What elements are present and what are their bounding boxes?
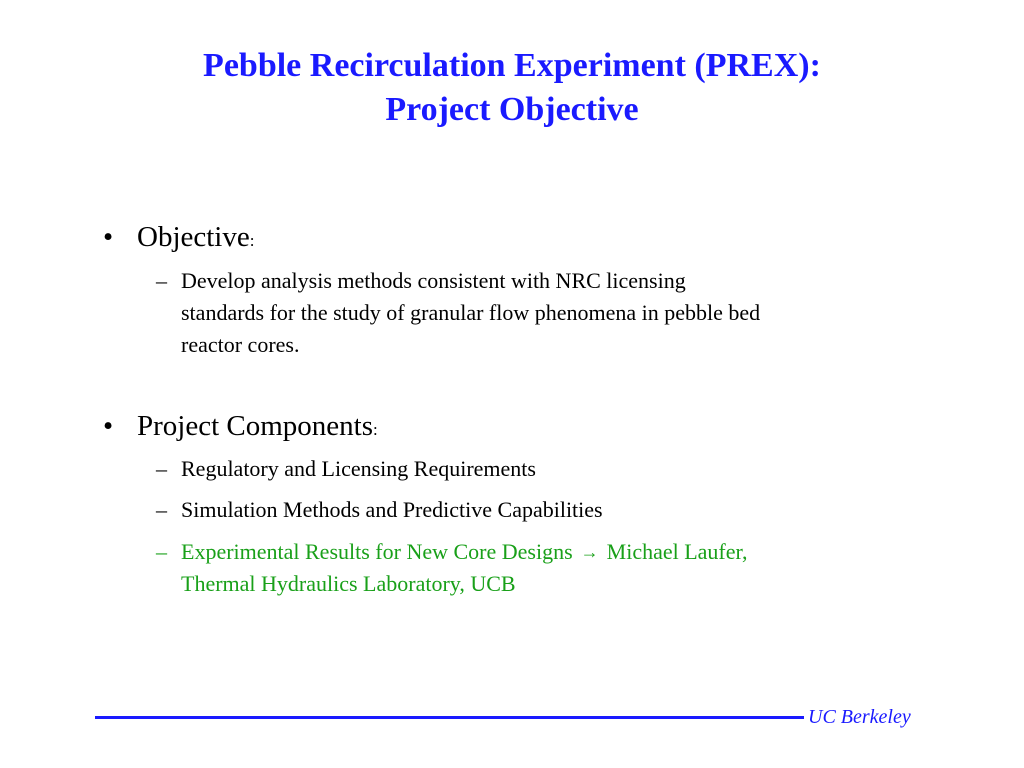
sub-item-simulation <box>156 494 956 526</box>
bullet-colon: : <box>249 231 255 250</box>
sub-item-objective-description <box>156 265 956 361</box>
bullet-heading-objective: Objective <box>137 221 250 253</box>
bullet-project-components <box>103 409 378 447</box>
sub-item-text-before-arrow: Experimental Results for New Core Designs <box>181 539 573 564</box>
bullet-heading-project-components: Project Components <box>137 410 374 442</box>
bullet-objective <box>103 220 254 258</box>
sub-item-line-1: Develop analysis methods consistent with NRC licensing <box>181 268 686 293</box>
bullet-colon: : <box>373 420 378 439</box>
sub-item-text: Simulation Methods and Predictive Capabilities <box>181 497 603 522</box>
sub-item-experimental-results <box>156 536 956 600</box>
slide-title <box>0 44 1024 132</box>
footer-label: UC Berkeley <box>808 706 911 728</box>
sub-item-line-3: reactor cores. <box>181 332 300 357</box>
dash-icon: – <box>156 539 167 564</box>
dash-icon: – <box>156 497 167 522</box>
right-arrow-icon: → <box>580 542 599 562</box>
bullet-icon: • <box>103 410 114 442</box>
slide-title-line-1: Pebble Recirculation Experiment (PREX): <box>203 47 821 84</box>
sub-item-text: Regulatory and Licensing Requirements <box>181 456 536 481</box>
footer-rule <box>95 716 804 719</box>
bullet-icon: • <box>103 221 114 253</box>
dash-icon: – <box>156 268 167 293</box>
sub-item-line-2: Thermal Hydraulics Laboratory, UCB <box>181 571 516 596</box>
sub-item-line-2: standards for the study of granular flow phenomena in pebble bed <box>181 300 761 325</box>
slide-title-line-2: Project Objective <box>385 91 639 128</box>
sub-item-regulatory <box>156 453 956 485</box>
dash-icon: – <box>156 456 167 481</box>
sub-item-text-after-arrow: Michael Laufer, <box>606 539 748 564</box>
sub-item-line-1 <box>181 536 956 568</box>
